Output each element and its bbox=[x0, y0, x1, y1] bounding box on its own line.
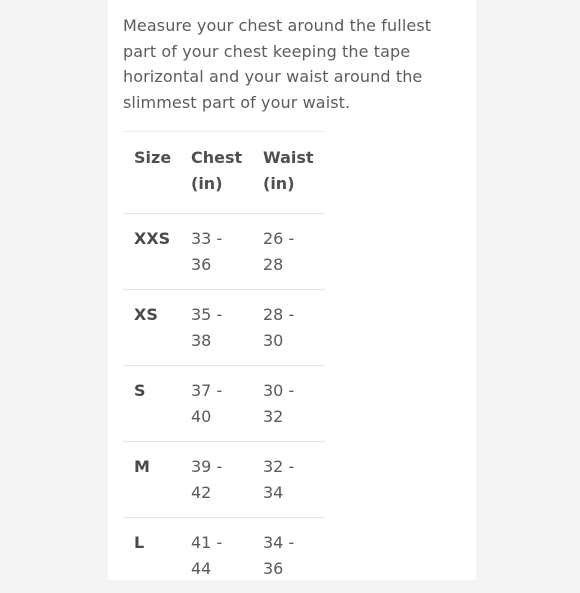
table-row bbox=[123, 214, 325, 290]
size-cell: M bbox=[123, 442, 191, 518]
waist-range-cell: 26 - 28 bbox=[263, 214, 325, 290]
table-row bbox=[123, 366, 325, 442]
table-row bbox=[123, 290, 325, 366]
size-guide-panel bbox=[108, 0, 476, 580]
waist-range-cell: 32 - 34 bbox=[263, 442, 325, 518]
header-size: Size bbox=[123, 132, 191, 214]
size-cell: S bbox=[123, 366, 191, 442]
table-row bbox=[123, 442, 325, 518]
size-cell: L bbox=[123, 518, 191, 593]
chest-range-cell: 37 - 40 bbox=[191, 366, 263, 442]
size-cell: XXS bbox=[123, 214, 191, 290]
waist-range-cell: 28 - 30 bbox=[263, 290, 325, 366]
table-row bbox=[123, 518, 325, 593]
size-cell: XS bbox=[123, 290, 191, 366]
waist-range-cell: 30 - 32 bbox=[263, 366, 325, 442]
chest-range-cell: 39 - 42 bbox=[191, 442, 263, 518]
size-chart-table bbox=[123, 131, 325, 593]
header-chest: Chest (in) bbox=[191, 132, 263, 214]
chest-range-cell: 41 - 44 bbox=[191, 518, 263, 593]
chest-range-cell: 33 - 36 bbox=[191, 214, 263, 290]
measurement-instructions: Measure your chest around the fullest part of your chest keeping the tape horizontal and your waist around the slimmest part of your waist. bbox=[123, 13, 463, 115]
header-waist: Waist (in) bbox=[263, 132, 325, 214]
table-header-row bbox=[123, 132, 325, 214]
chest-range-cell: 35 - 38 bbox=[191, 290, 263, 366]
waist-range-cell: 34 - 36 bbox=[263, 518, 325, 593]
